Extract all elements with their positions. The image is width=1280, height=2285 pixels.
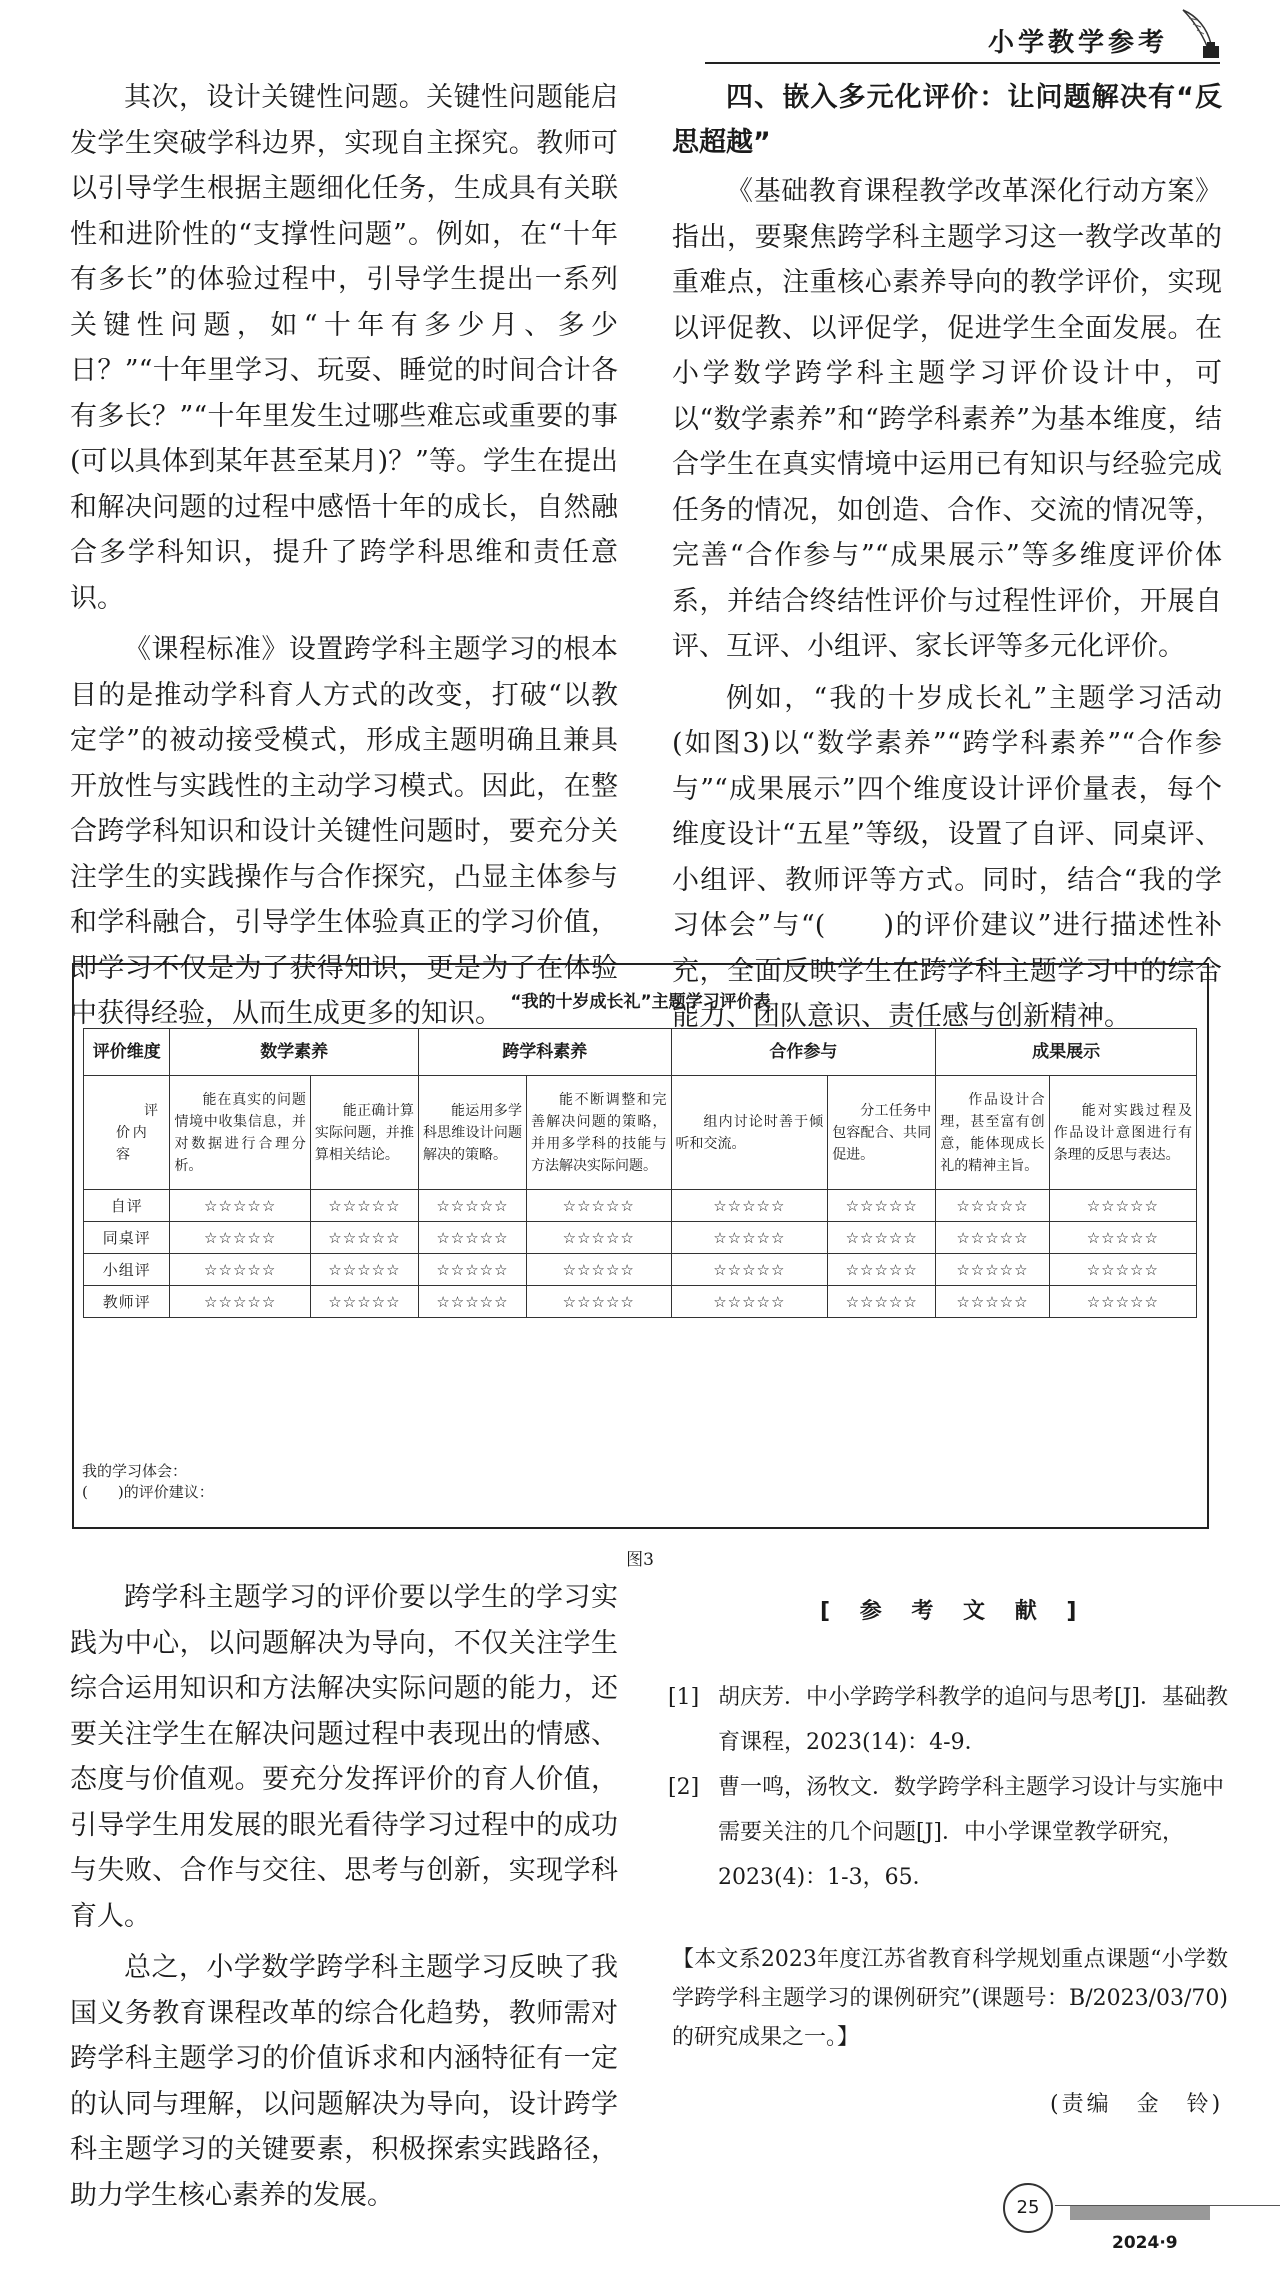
- reference-number: [1]: [668, 1685, 700, 1710]
- star-rating: ☆☆☆☆☆: [828, 1254, 936, 1286]
- star-rating: ☆☆☆☆☆: [671, 1254, 828, 1286]
- right-column-top: [672, 75, 1222, 1040]
- star-rating: ☆☆☆☆☆: [936, 1222, 1049, 1254]
- funding-note: 【本文系2023年度江苏省教育科学规划重点课题“小学数学跨学科主题学习的课例研究”(课题号：B/2023/03/70)的研究成果之一。】: [672, 1947, 1228, 2050]
- rating-row-group: [84, 1254, 1197, 1286]
- issue-date: 2024·9: [1112, 2233, 1178, 2253]
- paragraph: 《基础教育课程教学改革深化行动方案》指出，要聚焦跨学科主题学习这一教学改革的重难点，注重核心素养导向的教学评价，实现以评促教、以评促学，促进学生全面发展。在小学数学跨学科主题学习评价设计中，可以“数学素养”和“跨学科素养”为基本维度，结合学生在真实情境中运用已有知识与经验完成任务的情况，如创造、合作、交流的情况等，完善“合作参与”“成果展示”等多维度评价体系，并结合终结性评价与过程性评价，开展自评、互评、小组评、家长评等多元化评价。: [672, 176, 1222, 662]
- row-label: 自评: [84, 1190, 170, 1222]
- star-rating: ☆☆☆☆☆: [418, 1254, 526, 1286]
- journal-title: 小学教学参考: [987, 28, 1168, 58]
- star-rating: ☆☆☆☆☆: [418, 1286, 526, 1318]
- header-cell-math-literacy: 数学素养: [170, 1029, 419, 1076]
- paragraph: 《课程标准》设置跨学科主题学习的根本目的是推动学科育人方式的改变，打破“以教定学”的被动接受模式，形成主题明确且兼具开放性与实践性的主动学习模式。因此，在整合跨学科知识和设计关键性问题时，要充分关注学生的实践操作与合作探究，凸显主体参与和学科融合，引导学生体验真正的学习价值，即学习不仅是为了获得知识，更是为了在体验中获得经验，从而生成更多的知识。: [70, 634, 618, 1029]
- star-rating: ☆☆☆☆☆: [1049, 1190, 1196, 1222]
- reference-number: [2]: [668, 1775, 700, 1800]
- paragraph: 例如，“我的十岁成长礼”主题学习活动(如图3)以“数学素养”“跨学科素养”“合作参与”“成果展示”四个维度设计评价量表，每个维度设计“五星”等级，设置了自评、同桌评、小组评、教师评等方式。同时，结合“我的学习体会”与“( )的评价建议”进行描述性补充，全面反映学生在跨学科主题学习中的综合能力、团队意识、责任感与创新精神。: [672, 682, 1222, 1032]
- star-rating: ☆☆☆☆☆: [828, 1286, 936, 1318]
- star-rating: ☆☆☆☆☆: [936, 1254, 1049, 1286]
- references-list: [668, 1675, 1228, 1900]
- star-rating: ☆☆☆☆☆: [310, 1254, 418, 1286]
- content-row-label: [84, 1076, 170, 1190]
- table-title: “我的十岁成长礼”主题学习评价表: [510, 992, 771, 1012]
- rating-row-self: [84, 1190, 1197, 1222]
- star-rating: ☆☆☆☆☆: [170, 1286, 310, 1318]
- criterion-cell: 能不断调整和完善解决问题的策略，并用多学科的技能与方法解决实际问题。: [527, 1076, 672, 1190]
- star-rating: ☆☆☆☆☆: [828, 1222, 936, 1254]
- star-rating: ☆☆☆☆☆: [936, 1190, 1049, 1222]
- star-rating: ☆☆☆☆☆: [671, 1286, 828, 1318]
- paragraph: 跨学科主题学习的评价要以学生的学习实践为中心，以问题解决为导向，不仅关注学生综合运用知识和方法解决实际问题的能力，还要关注学生在解决问题过程中表现出的情感、态度与价值观。要充分发挥评价的育人价值，引导学生用发展的眼光看待学习过程中的成功与失败、合作与交往、思考与创新，实现学科育人。: [70, 1582, 618, 1932]
- star-rating: ☆☆☆☆☆: [418, 1222, 526, 1254]
- page-number: 25: [1003, 2183, 1053, 2233]
- rating-row-deskmate: [84, 1222, 1197, 1254]
- star-rating: ☆☆☆☆☆: [936, 1286, 1049, 1318]
- left-column-top: [70, 75, 618, 1037]
- figure-caption: 图3: [626, 1550, 654, 1570]
- rating-row-teacher: [84, 1286, 1197, 1318]
- header-cell-cooperation: 合作参与: [671, 1029, 936, 1076]
- star-rating: ☆☆☆☆☆: [671, 1222, 828, 1254]
- header-rule: [705, 62, 1220, 64]
- header-cell-dimension: 评价维度: [84, 1029, 170, 1076]
- criterion-cell: 能在真实的问题情境中收集信息，并对数据进行合理分析。: [170, 1076, 310, 1190]
- references-heading: [ 参 考 文 献 ]: [820, 1599, 1088, 1624]
- figure-notes: [82, 1461, 214, 1503]
- criterion-cell: 作品设计合理，甚至富有创意，能体现成长礼的精神主旨。: [936, 1076, 1049, 1190]
- paragraph: 总之，小学数学跨学科主题学习反映了我国义务教育课程改革的综合化趋势，教师需对跨学科主题学习的价值诉求和内涵特征有一定的认同与理解，以问题解决为导向，设计跨学科主题学习的关键要素，积极探索实践路径，助力学生核心素养的发展。: [70, 1952, 618, 2211]
- evaluation-table-figure: [72, 963, 1209, 1529]
- criterion-cell: 组内讨论时善于倾听和交流。: [671, 1076, 828, 1190]
- star-rating: ☆☆☆☆☆: [310, 1222, 418, 1254]
- star-rating: ☆☆☆☆☆: [1049, 1286, 1196, 1318]
- footer-bar: [1070, 2206, 1210, 2220]
- reference-text: 胡庆芳．中小学跨学科教学的追问与思考[J]．基础教育课程，2023(14)：4-9．: [718, 1685, 1228, 1755]
- paragraph: 其次，设计关键性问题。关键性问题能启发学生突破学科边界，实现自主探究。教师可以引导学生根据主题细化任务，生成具有关联性和进阶性的“支撑性问题”。例如，在“十年有多长”的体验过程中，引导学生提出一系列关键性问题，如“十年有多少月、多少日？”“十年里学习、玩耍、睡觉的时间合计各有多长？”“十年里发生过哪些难忘或重要的事(可以具体到某年甚至某月)？”等。学生在提出和解决问题的过程中感悟十年的成长，自然融合多学科知识，提升了跨学科思维和责任意识。: [70, 82, 618, 614]
- star-rating: ☆☆☆☆☆: [527, 1190, 672, 1222]
- star-rating: ☆☆☆☆☆: [527, 1222, 672, 1254]
- learning-reflection-line: 我的学习体会：: [82, 1462, 188, 1480]
- criterion-cell: 分工任务中包容配合、共同促进。: [828, 1076, 936, 1190]
- evaluation-suggestion-line: ( )的评价建议：: [82, 1483, 214, 1501]
- star-rating: ☆☆☆☆☆: [671, 1190, 828, 1222]
- star-rating: ☆☆☆☆☆: [170, 1190, 310, 1222]
- star-rating: ☆☆☆☆☆: [1049, 1222, 1196, 1254]
- star-rating: ☆☆☆☆☆: [1049, 1254, 1196, 1286]
- quill-inkwell-icon: [1177, 6, 1225, 62]
- row-label: 同桌评: [84, 1222, 170, 1254]
- left-column-bottom: [70, 1575, 618, 2218]
- star-rating: ☆☆☆☆☆: [170, 1254, 310, 1286]
- reference-item: [668, 1675, 1228, 1765]
- row-label: 小组评: [84, 1254, 170, 1286]
- section-heading: 四、嵌入多元化评价：让问题解决有“反思超越”: [672, 82, 1222, 158]
- content-label: 评价内容: [116, 1102, 158, 1163]
- star-rating: ☆☆☆☆☆: [527, 1286, 672, 1318]
- star-rating: ☆☆☆☆☆: [310, 1286, 418, 1318]
- reference-item: [668, 1765, 1228, 1900]
- reference-text: 曹一鸣，汤牧文．数学跨学科主题学习设计与实施中需要关注的几个问题[J]．中小学课堂教学研究，2023(4)：1-3，65．: [718, 1775, 1225, 1890]
- star-rating: ☆☆☆☆☆: [527, 1254, 672, 1286]
- star-rating: ☆☆☆☆☆: [418, 1190, 526, 1222]
- star-rating: ☆☆☆☆☆: [310, 1190, 418, 1222]
- header-cell-interdisciplinary-literacy: 跨学科素养: [418, 1029, 671, 1076]
- header-cell-achievement-display: 成果展示: [936, 1029, 1197, 1076]
- criterion-cell: 能运用多学科思维设计问题解决的策略。: [418, 1076, 526, 1190]
- evaluation-table: [83, 1028, 1197, 1318]
- editor-credit: (责编 金 铃): [1050, 2092, 1224, 2117]
- criterion-cell: 能正确计算实际问题，并推算相关结论。: [310, 1076, 418, 1190]
- star-rating: ☆☆☆☆☆: [170, 1222, 310, 1254]
- row-label: 教师评: [84, 1286, 170, 1318]
- star-rating: ☆☆☆☆☆: [828, 1190, 936, 1222]
- criterion-cell: 能对实践过程及作品设计意图进行有条理的反思与表达。: [1049, 1076, 1196, 1190]
